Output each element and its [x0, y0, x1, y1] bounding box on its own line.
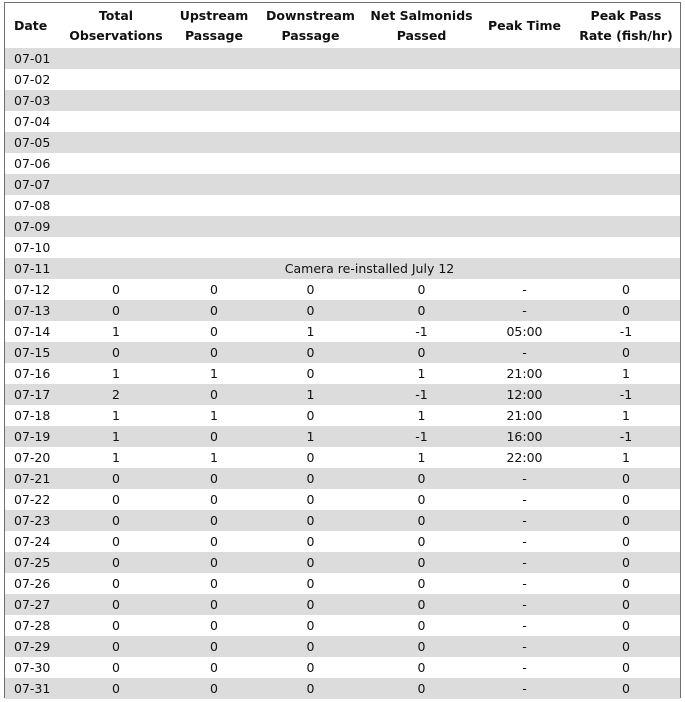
- table-row: [5, 195, 680, 216]
- total-observations-cell: [59, 237, 173, 258]
- table-row: [5, 90, 680, 111]
- peak-pass-rate-cell: 1: [622, 408, 630, 423]
- column-header-peak-pass-rate: [572, 3, 680, 48]
- date-cell: 07-20: [14, 450, 51, 465]
- net-salmonids-passed-cell: 0: [366, 468, 477, 489]
- upstream-passage-cell: 0: [173, 384, 255, 405]
- date-cell: 07-02: [14, 72, 51, 87]
- net-salmonids-passed-cell: 0: [417, 282, 426, 297]
- date-cell: 07-05: [5, 132, 59, 153]
- table-row: [5, 237, 680, 258]
- peak-time-cell: 16:00: [477, 426, 572, 447]
- date-cell: 07-23: [5, 510, 59, 531]
- downstream-passage-cell: 0: [306, 450, 315, 465]
- peak-pass-rate-cell: 0: [572, 678, 680, 699]
- total-observations-cell: 0: [112, 282, 120, 297]
- date-cell: 07-31: [5, 678, 59, 699]
- peak-pass-rate-cell: -1: [619, 324, 633, 339]
- peak-pass-rate-cell: [572, 48, 680, 69]
- date-cell: 07-12: [14, 282, 51, 297]
- table-row: [5, 132, 680, 153]
- date-cell: 07-18: [14, 408, 51, 423]
- column-header-text: Passed: [396, 27, 447, 43]
- table-row: [5, 321, 680, 342]
- total-observations-cell: [59, 174, 173, 195]
- net-salmonids-passed-cell: -1: [366, 426, 477, 447]
- total-observations-cell: 1: [59, 426, 173, 447]
- peak-pass-rate-cell: 0: [622, 618, 630, 633]
- column-header-text: Total: [98, 7, 134, 23]
- downstream-passage-cell: 0: [255, 342, 366, 363]
- upstream-passage-cell: 0: [173, 510, 255, 531]
- downstream-passage-cell: 1: [306, 324, 315, 339]
- table-row: [5, 342, 680, 363]
- peak-time-cell: -: [477, 300, 572, 321]
- table-row: [5, 48, 680, 69]
- peak-pass-rate-cell: [572, 237, 680, 258]
- peak-time-cell: [477, 153, 572, 174]
- upstream-passage-cell: [173, 90, 255, 111]
- column-header-downstream-passage: [255, 3, 366, 48]
- total-observations-cell: 0: [59, 636, 173, 657]
- downstream-passage-cell: 0: [255, 300, 366, 321]
- total-observations-cell: 0: [59, 342, 173, 363]
- upstream-passage-cell: 1: [210, 450, 218, 465]
- upstream-passage-cell: 0: [210, 282, 218, 297]
- upstream-passage-cell: 0: [173, 552, 255, 573]
- total-observations-cell: 0: [59, 300, 173, 321]
- total-observations-cell: 1: [112, 450, 120, 465]
- date-cell: 07-26: [14, 576, 51, 591]
- upstream-passage-cell: 0: [210, 618, 218, 633]
- net-salmonids-passed-cell: [366, 69, 477, 90]
- upstream-passage-cell: 0: [173, 342, 255, 363]
- date-cell: 07-08: [14, 198, 51, 213]
- net-salmonids-passed-cell: [366, 111, 477, 132]
- upstream-passage-cell: [173, 48, 255, 69]
- table-row: [5, 279, 680, 300]
- upstream-passage-cell: 0: [173, 468, 255, 489]
- date-cell: 07-13: [5, 300, 59, 321]
- total-observations-cell: [59, 132, 173, 153]
- peak-pass-rate-cell: 0: [622, 660, 630, 675]
- row-note: Camera re-installed July 12: [59, 258, 680, 279]
- net-salmonids-passed-cell: 0: [417, 618, 426, 633]
- total-observations-cell: [59, 90, 173, 111]
- upstream-passage-cell: 0: [210, 576, 218, 591]
- table-row: [5, 174, 680, 195]
- downstream-passage-cell: 0: [255, 678, 366, 699]
- peak-time-cell: 21:00: [506, 408, 543, 423]
- date-cell: 07-11: [5, 258, 59, 279]
- downstream-passage-cell: [255, 69, 366, 90]
- total-observations-cell: 0: [59, 552, 173, 573]
- date-cell: 07-29: [5, 636, 59, 657]
- downstream-passage-cell: 0: [255, 636, 366, 657]
- upstream-passage-cell: [173, 132, 255, 153]
- peak-pass-rate-cell: 1: [622, 366, 630, 381]
- column-header-total-observations: [59, 3, 173, 48]
- column-header-text: Upstream: [179, 7, 249, 23]
- net-salmonids-passed-cell: 1: [417, 450, 426, 465]
- date-cell: 07-21: [5, 468, 59, 489]
- peak-pass-rate-cell: [572, 132, 680, 153]
- downstream-passage-cell: [255, 48, 366, 69]
- peak-pass-rate-cell: [572, 153, 680, 174]
- fish-passage-table: [5, 3, 680, 699]
- peak-pass-rate-cell: -1: [572, 426, 680, 447]
- table-row: [5, 552, 680, 573]
- downstream-passage-cell: 0: [255, 510, 366, 531]
- total-observations-cell: 0: [59, 594, 173, 615]
- total-observations-cell: [59, 216, 173, 237]
- column-header-date: [5, 3, 59, 48]
- total-observations-cell: [59, 69, 173, 90]
- downstream-passage-cell: [255, 90, 366, 111]
- peak-time-cell: -: [522, 618, 527, 633]
- peak-pass-rate-cell: 0: [622, 492, 630, 507]
- table-row: [5, 426, 680, 447]
- table-row: [5, 636, 680, 657]
- net-salmonids-passed-cell: [366, 132, 477, 153]
- date-cell: 07-28: [14, 618, 51, 633]
- column-header-text: Date: [14, 17, 48, 33]
- total-observations-cell: [59, 195, 173, 216]
- date-cell: 07-22: [14, 492, 51, 507]
- upstream-passage-cell: [173, 237, 255, 258]
- table-row: [5, 405, 680, 426]
- net-salmonids-passed-cell: 0: [417, 534, 426, 549]
- peak-pass-rate-cell: 0: [572, 594, 680, 615]
- total-observations-cell: 0: [112, 534, 120, 549]
- table-row: [5, 468, 680, 489]
- peak-pass-rate-cell: 0: [572, 468, 680, 489]
- peak-time-cell: 12:00: [477, 384, 572, 405]
- table-header: [5, 3, 680, 48]
- net-salmonids-passed-cell: [366, 216, 477, 237]
- total-observations-cell: 1: [112, 324, 120, 339]
- total-observations-cell: 0: [112, 492, 120, 507]
- date-cell: 07-14: [14, 324, 51, 339]
- total-observations-cell: 0: [112, 660, 120, 675]
- upstream-passage-cell: [173, 195, 255, 216]
- column-header-upstream-passage: [173, 3, 255, 48]
- net-salmonids-passed-cell: 0: [366, 510, 477, 531]
- peak-pass-rate-cell: 0: [622, 282, 630, 297]
- peak-time-cell: -: [477, 510, 572, 531]
- peak-time-cell: -: [522, 576, 527, 591]
- downstream-passage-cell: 0: [255, 594, 366, 615]
- peak-pass-rate-cell: 0: [622, 534, 630, 549]
- peak-pass-rate-cell: [572, 69, 680, 90]
- peak-time-cell: 05:00: [506, 324, 543, 339]
- peak-time-cell: 22:00: [506, 450, 543, 465]
- net-salmonids-passed-cell: 0: [366, 636, 477, 657]
- net-salmonids-passed-cell: 0: [417, 492, 426, 507]
- total-observations-cell: 1: [112, 408, 120, 423]
- peak-time-cell: -: [477, 594, 572, 615]
- net-salmonids-passed-cell: 1: [417, 366, 426, 381]
- upstream-passage-cell: 0: [173, 678, 255, 699]
- table-row: [5, 573, 680, 594]
- peak-pass-rate-cell: 0: [572, 300, 680, 321]
- downstream-passage-cell: 0: [306, 408, 315, 423]
- peak-pass-rate-cell: [572, 195, 680, 216]
- upstream-passage-cell: [173, 216, 255, 237]
- downstream-passage-cell: [255, 174, 366, 195]
- peak-time-cell: [477, 90, 572, 111]
- upstream-passage-cell: 1: [210, 366, 218, 381]
- table-row: [5, 531, 680, 552]
- total-observations-cell: [59, 111, 173, 132]
- column-header-text: Passage: [281, 27, 340, 43]
- table-row: [5, 153, 680, 174]
- table-row: [5, 657, 680, 678]
- table-row: [5, 300, 680, 321]
- date-cell: 07-17: [5, 384, 59, 405]
- column-header-net-salmonids-passed: [366, 3, 477, 48]
- table-row: [5, 384, 680, 405]
- date-cell: 07-01: [5, 48, 59, 69]
- table-row: [5, 594, 680, 615]
- downstream-passage-cell: 0: [306, 534, 315, 549]
- peak-time-cell: [477, 48, 572, 69]
- date-cell: 07-25: [5, 552, 59, 573]
- downstream-passage-cell: 0: [306, 576, 315, 591]
- peak-time-cell: [477, 174, 572, 195]
- net-salmonids-passed-cell: 0: [366, 552, 477, 573]
- downstream-passage-cell: [255, 237, 366, 258]
- table-row: [5, 216, 680, 237]
- total-observations-cell: 0: [59, 510, 173, 531]
- peak-pass-rate-cell: [572, 111, 680, 132]
- table-row: [5, 111, 680, 132]
- column-header-peak-time: [477, 3, 572, 48]
- upstream-passage-cell: [173, 111, 255, 132]
- net-salmonids-passed-cell: [366, 195, 477, 216]
- downstream-passage-cell: 0: [255, 552, 366, 573]
- downstream-passage-cell: [255, 195, 366, 216]
- net-salmonids-passed-cell: 1: [417, 408, 426, 423]
- upstream-passage-cell: 0: [210, 324, 218, 339]
- column-header-text: Rate (fish/hr): [579, 27, 673, 43]
- peak-time-cell: -: [522, 282, 527, 297]
- date-cell: 07-27: [5, 594, 59, 615]
- downstream-passage-cell: 0: [306, 366, 315, 381]
- net-salmonids-passed-cell: 0: [417, 660, 426, 675]
- upstream-passage-cell: 0: [173, 636, 255, 657]
- upstream-passage-cell: [173, 174, 255, 195]
- upstream-passage-cell: 0: [210, 660, 218, 675]
- net-salmonids-passed-cell: -1: [415, 324, 428, 339]
- date-cell: 07-06: [14, 156, 51, 171]
- net-salmonids-passed-cell: [366, 174, 477, 195]
- net-salmonids-passed-cell: [366, 90, 477, 111]
- downstream-passage-cell: 0: [306, 660, 315, 675]
- peak-time-cell: -: [477, 636, 572, 657]
- total-observations-cell: [59, 48, 173, 69]
- peak-time-cell: [477, 195, 572, 216]
- peak-time-cell: -: [522, 492, 527, 507]
- peak-pass-rate-cell: [572, 90, 680, 111]
- column-header-text: Passage: [184, 27, 243, 43]
- peak-time-cell: -: [522, 534, 527, 549]
- column-header-text: Peak Time: [487, 17, 562, 33]
- peak-pass-rate-cell: 0: [572, 510, 680, 531]
- downstream-passage-cell: [255, 132, 366, 153]
- table-row: [5, 447, 680, 468]
- downstream-passage-cell: [255, 153, 366, 174]
- date-cell: 07-09: [5, 216, 59, 237]
- net-salmonids-passed-cell: [366, 153, 477, 174]
- date-cell: 07-04: [14, 114, 51, 129]
- net-salmonids-passed-cell: [366, 237, 477, 258]
- table-row: [5, 69, 680, 90]
- date-cell: 07-16: [14, 366, 51, 381]
- total-observations-cell: 2: [59, 384, 173, 405]
- date-cell: 07-15: [5, 342, 59, 363]
- downstream-passage-cell: 1: [255, 426, 366, 447]
- peak-pass-rate-cell: [572, 174, 680, 195]
- peak-time-cell: [477, 69, 572, 90]
- table-body: [5, 48, 680, 699]
- date-cell: 07-24: [14, 534, 51, 549]
- column-header-text: Observations: [69, 27, 163, 43]
- total-observations-cell: 0: [112, 618, 120, 633]
- table-row: [5, 615, 680, 636]
- peak-time-cell: -: [477, 552, 572, 573]
- peak-time-cell: [477, 216, 572, 237]
- upstream-passage-cell: 0: [173, 300, 255, 321]
- column-header-text: Net Salmonids: [370, 7, 473, 23]
- peak-pass-rate-cell: 0: [622, 576, 630, 591]
- date-cell: 07-19: [5, 426, 59, 447]
- total-observations-cell: 0: [59, 468, 173, 489]
- downstream-passage-cell: 0: [306, 492, 315, 507]
- peak-time-cell: 21:00: [506, 366, 543, 381]
- date-cell: 07-07: [5, 174, 59, 195]
- peak-time-cell: -: [522, 660, 527, 675]
- peak-time-cell: [477, 111, 572, 132]
- total-observations-cell: 1: [112, 366, 120, 381]
- upstream-passage-cell: 0: [210, 534, 218, 549]
- total-observations-cell: 0: [59, 678, 173, 699]
- upstream-passage-cell: 1: [210, 408, 218, 423]
- net-salmonids-passed-cell: 0: [417, 576, 426, 591]
- date-cell: 07-10: [14, 240, 51, 255]
- date-cell: 07-30: [14, 660, 51, 675]
- peak-pass-rate-cell: -1: [572, 384, 680, 405]
- table-row: [5, 363, 680, 384]
- peak-time-cell: [477, 237, 572, 258]
- column-header-text: Downstream: [266, 7, 355, 23]
- table-row: [5, 510, 680, 531]
- total-observations-cell: 0: [112, 576, 120, 591]
- net-salmonids-passed-cell: 0: [366, 300, 477, 321]
- peak-time-cell: -: [477, 678, 572, 699]
- net-salmonids-passed-cell: 0: [366, 678, 477, 699]
- table-row: [5, 678, 680, 699]
- peak-time-cell: [477, 132, 572, 153]
- upstream-passage-cell: 0: [210, 492, 218, 507]
- net-salmonids-passed-cell: [366, 48, 477, 69]
- downstream-passage-cell: [255, 216, 366, 237]
- peak-pass-rate-cell: [572, 216, 680, 237]
- net-salmonids-passed-cell: 0: [366, 594, 477, 615]
- downstream-passage-cell: 0: [306, 618, 315, 633]
- total-observations-cell: [59, 153, 173, 174]
- date-cell: 07-03: [5, 90, 59, 111]
- peak-pass-rate-cell: 0: [572, 552, 680, 573]
- downstream-passage-cell: 0: [255, 468, 366, 489]
- net-salmonids-passed-cell: 0: [366, 342, 477, 363]
- upstream-passage-cell: [173, 153, 255, 174]
- table-row: [5, 489, 680, 510]
- peak-time-cell: -: [477, 342, 572, 363]
- table-row: [5, 258, 680, 279]
- upstream-passage-cell: 0: [173, 426, 255, 447]
- downstream-passage-cell: [255, 111, 366, 132]
- downstream-passage-cell: 0: [306, 282, 315, 297]
- downstream-passage-cell: 1: [255, 384, 366, 405]
- net-salmonids-passed-cell: -1: [366, 384, 477, 405]
- upstream-passage-cell: [173, 69, 255, 90]
- peak-pass-rate-cell: 0: [572, 636, 680, 657]
- peak-time-cell: -: [477, 468, 572, 489]
- peak-pass-rate-cell: 0: [572, 342, 680, 363]
- column-header-text: Peak Pass: [590, 7, 662, 23]
- peak-pass-rate-cell: 1: [622, 450, 630, 465]
- header-row: [5, 3, 680, 48]
- upstream-passage-cell: 0: [173, 594, 255, 615]
